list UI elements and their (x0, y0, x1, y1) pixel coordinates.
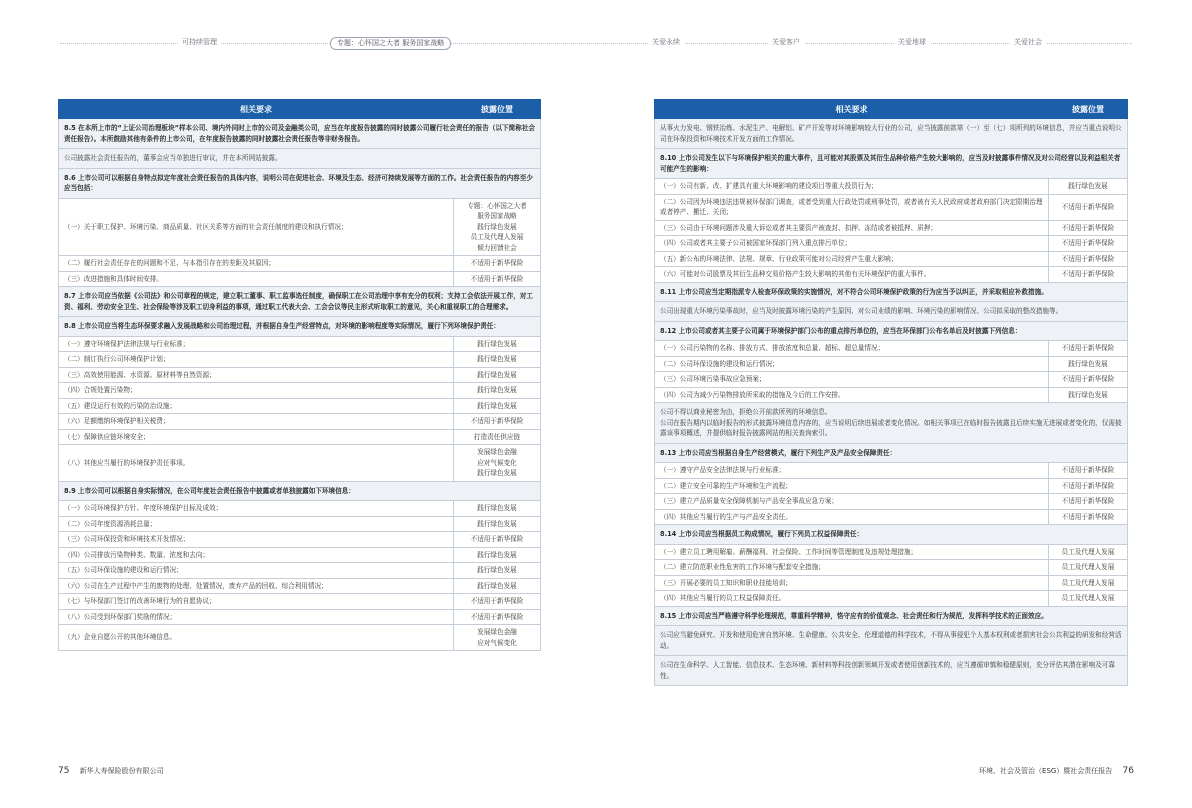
requirement-cell: （三）高效使用能源、水资源、原材料等自然资源； (59, 367, 454, 383)
table-row (655, 544, 1128, 560)
table-row (59, 429, 541, 445)
section-heading-row (655, 525, 1128, 545)
requirement-cell: （一）关于职工保护、环境污染、商品质量、社区关系等方面的社会责任制度的建设和执行情况； (59, 198, 454, 256)
table-row (59, 352, 541, 368)
disclosure-position-cell (1049, 251, 1128, 267)
disclosure-position-cell (454, 429, 541, 445)
table-row (59, 516, 541, 532)
requirement-cell: （四）公司排放污染物种类、数量、浓度和去向； (59, 547, 454, 563)
note-text: 从事火力发电、钢铁冶炼、水泥生产、电解铝、矿产开发等对环境影响较大行业的公司，应当披露前款第（一）至（七）项所列的环境信息，并应当重点说明公司在环保投资和环境技术开发方面的工作情况。 (655, 119, 1128, 149)
section-heading: 8.12 上市公司或者其主要子公司属于环境保护部门公布的重点排污单位的，应当在环保部门公布名单后及时披露下列信息： (655, 321, 1128, 341)
note-text: 公司不得以商业秘密为由，拒绝公开前款所列的环境信息。 公司在报告期内以临时报告的形式披露环境信息内容的，应当说明后续进展或者变化情况。如相关事项已在临时报告披露且后续实施无进展或者变化的，仅需披露该事项概述，并提供临时报告披露网站的相关查询索引。 (655, 403, 1128, 444)
disclosure-position-line: 践行绿色发展 (477, 355, 517, 363)
disclosure-position-line: 践行绿色发展 (477, 401, 517, 410)
requirement-cell: （五）新公布的环境法律、法规、规章、行业政策可能对公司经营产生重大影响； (655, 251, 1049, 267)
disclosure-position-cell (454, 256, 541, 272)
requirement-cell: （三）公司由于环境问题涉及重大诉讼或者其主要资产被查封、扣押、冻结或者被抵押、质押； (655, 220, 1049, 236)
disclosure-position-line: 不适用于新华保险 (1061, 344, 1115, 352)
footer-left (58, 766, 164, 776)
disclosure-position-line: 应对气候变化 (477, 638, 517, 647)
disclosure-position-line: 不适用于新华保险 (1061, 497, 1115, 505)
table-row (59, 578, 541, 594)
section-heading: 8.11 上市公司应当定期指派专人检查环保政策的实施情况，对不符合公司环境保护政策的行为应当予以纠正，并采取相应补救措施。 (655, 282, 1128, 302)
disclosure-position-cell (1049, 544, 1128, 560)
disclosure-position-cell (1049, 372, 1128, 388)
requirement-cell: （一）公司环境保护方针、年度环境保护目标及成效； (59, 501, 454, 517)
disclosure-position-cell (454, 367, 541, 383)
table-row (655, 387, 1128, 403)
disclosure-position-line: 不适用于新华保险 (1061, 223, 1115, 232)
table-row (655, 509, 1128, 525)
requirement-cell: （四）公司为减少污染物排放所采取的措施及今后的工作安排。 (655, 387, 1049, 403)
table-row (59, 383, 541, 399)
table-row (59, 367, 541, 383)
disclosure-position-cell (1049, 494, 1128, 510)
requirement-cell: （六）可能对公司股票及其衍生品种交易价格产生较大影响的其他有关环境保护的重大事件。 (655, 267, 1049, 283)
section-heading-row (59, 481, 541, 501)
disclosure-position-line: 服务国家战略 (477, 212, 517, 220)
disclosure-position-line: 践行绿色发展 (477, 222, 517, 231)
left-table-body (59, 119, 541, 651)
section-heading-row (59, 317, 541, 337)
disclosure-position-line: 发展绿色金融 (477, 448, 517, 456)
disclosure-position-line: 践行绿色发展 (1068, 182, 1108, 190)
requirement-cell: （六）足额缴纳环境保护相关税费； (59, 414, 454, 430)
table-row (655, 591, 1128, 607)
section-heading-row (655, 282, 1128, 302)
disclosure-position-cell (454, 198, 541, 256)
note-text: 公司在生命科学、人工智能、信息技术、生态环境、新材料等科技创新领域开发或者使用创新技术的，应当遵循审慎和稳健原则，充分评估其潜在影响及可靠性。 (655, 656, 1128, 686)
page-number-left: 75 (58, 766, 70, 776)
disclosure-position-cell (1049, 575, 1128, 591)
report-title: 环境、社会及管治（ESG）暨社会责任报告 (979, 767, 1113, 775)
requirement-cell: （九）企业自愿公开的其他环境信息。 (59, 625, 454, 651)
table-row (59, 198, 541, 256)
requirement-cell: （二）履行社会责任存在的问题和不足、与本指引存在的差距及其原因； (59, 256, 454, 272)
table-row (655, 220, 1128, 236)
disclosure-position-line: 员工及代理人发展 (470, 233, 524, 241)
disclosure-position-line: 不适用于新华保险 (470, 612, 524, 621)
nav-item-care-customers[interactable]: 关爱客户 (768, 37, 804, 48)
table-row (59, 563, 541, 579)
table-row (59, 336, 541, 352)
disclosure-position-line: 打造责任供应链 (473, 432, 521, 441)
requirement-cell: （二）建立安全可靠的生产环境和生产流程； (655, 478, 1049, 494)
requirement-cell: （四）其他应当履行的生产与产品安全责任。 (655, 509, 1049, 525)
requirement-cell: （二）建立防范职业性危害的工作环境与配套安全措施； (655, 560, 1049, 576)
left-disclosure-table (58, 99, 541, 651)
section-heading: 8.15 上市公司应当严格遵守科学伦理规范，尊重科学精神，恪守应有的价值观念、社会责任和行为规范，发挥科学技术的正面效应。 (655, 606, 1128, 626)
disclosure-position-line: 不适用于新华保险 (1061, 375, 1115, 383)
disclosure-position-line: 践行绿色发展 (477, 469, 517, 477)
requirement-cell: （五）建设运行有效的污染防治设施； (59, 398, 454, 414)
requirement-cell: （一）遵守产品安全法律法规与行业标准； (655, 463, 1049, 479)
section-heading-row (59, 168, 541, 198)
requirement-cell: （二）公司环保设施的建设和运行情况； (655, 356, 1049, 372)
disclosure-position-line: 员工及代理人发展 (1061, 578, 1115, 587)
disclosure-position-line: 践行绿色发展 (477, 370, 517, 379)
requirement-cell: （二）公司年度资源消耗总量； (59, 516, 454, 532)
disclosure-position-line: 践行绿色发展 (1068, 390, 1108, 399)
disclosure-position-line: 践行绿色发展 (477, 550, 517, 559)
disclosure-position-line: 发展绿色金融 (477, 628, 517, 636)
left-page (58, 99, 540, 651)
disclosure-position-cell (1049, 387, 1128, 403)
disclosure-position-cell (454, 271, 541, 287)
table-row (655, 463, 1128, 479)
header-disclosure-position: 披露位置 (454, 100, 541, 119)
disclosure-position-cell (454, 336, 541, 352)
disclosure-position-cell (454, 352, 541, 368)
requirement-cell: （八）公司受到环保部门奖励的情况； (59, 609, 454, 625)
disclosure-position-cell (454, 414, 541, 430)
header-requirements: 相关要求 (59, 100, 454, 119)
disclosure-position-cell (1049, 220, 1128, 236)
table-row (655, 341, 1128, 357)
disclosure-position-cell (1049, 509, 1128, 525)
disclosure-position-cell (1049, 341, 1128, 357)
requirement-cell: （三）开展必要的员工知识和职业技能培训； (655, 575, 1049, 591)
disclosure-position-line: 践行绿色发展 (477, 386, 517, 394)
requirement-cell: （二）公司因为环境违法违规被环保部门调查，或者受到重大行政处罚或刑事处罚，或者被有关人民政府或者政府部门决定限期治理或者停产、搬迁、关闭； (655, 194, 1049, 220)
section-heading: 8.8 上市公司应当将生态环保要求融入发展战略和公司治理过程，并根据自身生产经营特点，对环境的影响程度等实际情况，履行下列环境保护责任： (59, 317, 541, 337)
table-row (59, 625, 541, 651)
note-row (655, 626, 1128, 656)
disclosure-position-cell (454, 501, 541, 517)
table-row (655, 251, 1128, 267)
note-row (655, 302, 1128, 322)
disclosure-position-cell (1049, 356, 1128, 372)
disclosure-position-cell (454, 594, 541, 610)
requirement-cell: （一）公司污染物的名称、排放方式、排放浓度和总量、超标、超总量情况； (655, 341, 1049, 357)
section-heading: 8.6 上市公司可以根据自身特点拟定年度社会责任报告的具体内容，说明公司在促进社会、环境及生态、经济可持续发展等方面的工作。社会责任报告的内容至少应当包括： (59, 168, 541, 198)
disclosure-position-line: 专题：心怀国之大者 (467, 201, 527, 210)
requirement-cell: （三）公司环保投资和环境技术开发情况； (59, 532, 454, 548)
note-row (655, 656, 1128, 686)
disclosure-position-cell (454, 625, 541, 651)
disclosure-position-line: 不适用于新华保险 (470, 597, 524, 605)
disclosure-position-cell (1049, 194, 1128, 220)
disclosure-position-line: 不适用于新华保险 (1061, 466, 1115, 474)
section-heading: 8.7 上市公司应当依据《公司法》和公司章程的规定，建立职工董事、职工监事选任制度，确保职工在公司治理中享有充分的权利；支持工会依法开展工作，对工资、福利、劳动安全卫生、社会保险等涉及职工切身利益的事项，通过职工代表大会、工会会议等民主形式听取职工的意见，关心和重视职工的合理需求。 (59, 287, 541, 317)
table-row (59, 256, 541, 272)
right-table-body (655, 119, 1128, 686)
table-header-row (59, 100, 541, 119)
section-heading: 8.5 在本所上市的“上证公司治理板块”样本公司、境内外同时上市的公司及金融类公司，应当在年度报告披露的同时披露公司履行社会责任的报告（以下简称社会责任报告）。本所鼓励其他有条件的上市公司，在年度报告披露的同时披露社会责任报告等非财务报告。 (59, 119, 541, 149)
nav-item-care-earth[interactable]: 关爱地球 (894, 37, 930, 48)
nav-item-special-topic[interactable]: 专题：心怀国之大者 服务国家战略 (330, 37, 451, 50)
disclosure-position-cell (1049, 591, 1128, 607)
table-row (655, 575, 1128, 591)
section-heading: 8.9 上市公司可以根据自身实际情况，在公司年度社会责任报告中披露或者单独披露如下环境信息： (59, 481, 541, 501)
disclosure-position-cell (1049, 463, 1128, 479)
requirement-cell: （一）建立员工聘用解雇、薪酬福利、社会保险、工作时间等管理制度及违规处理措施； (655, 544, 1049, 560)
disclosure-position-line: 践行绿色发展 (477, 566, 517, 574)
disclosure-position-line: 不适用于新华保险 (1061, 512, 1115, 521)
nav-item-care-society[interactable]: 关爱社会 (1010, 37, 1046, 48)
table-row (59, 594, 541, 610)
table-row (655, 494, 1128, 510)
requirement-cell: （五）公司环保设施的建设和运行情况； (59, 563, 454, 579)
disclosure-position-cell (454, 383, 541, 399)
disclosure-position-line: 不适用于新华保险 (1061, 202, 1115, 211)
disclosure-position-cell (454, 516, 541, 532)
disclosure-position-line: 不适用于新华保险 (470, 259, 524, 267)
requirement-cell: （一）遵守环境保护法律法规与行业标准； (59, 336, 454, 352)
disclosure-position-line: 不适用于新华保险 (1061, 254, 1115, 263)
requirement-cell: （一）公司有新、改、扩建具有重大环境影响的建设项目等重大投资行为； (655, 179, 1049, 195)
requirement-cell: （三）公司环境污染事故应急预案； (655, 372, 1049, 388)
requirement-cell: （三）改进措施和具体时间安排。 (59, 271, 454, 287)
disclosure-position-line: 倾力回馈社会 (477, 243, 517, 252)
disclosure-position-line: 应对气候变化 (477, 458, 517, 467)
section-heading: 8.13 上市公司应当根据自身生产经营模式，履行下列生产及产品安全保障责任： (655, 443, 1128, 463)
header-requirements: 相关要求 (655, 100, 1049, 119)
note-row (59, 149, 541, 169)
note-text: 公司出现重大环境污染事故时，应当及时披露环境污染的产生原因、对公司业绩的影响、环境污染的影响情况、公司拟采取的整改措施等。 (655, 302, 1128, 322)
table-row (655, 478, 1128, 494)
table-row (59, 547, 541, 563)
requirement-cell: （七）保障供应链环境安全； (59, 429, 454, 445)
disclosure-position-cell (1049, 478, 1128, 494)
right-page (654, 99, 1127, 686)
disclosure-position-line: 不适用于新华保险 (470, 274, 524, 283)
disclosure-position-cell (454, 445, 541, 482)
requirement-cell: （四）合规处置污染物； (59, 383, 454, 399)
disclosure-position-line: 员工及代理人发展 (1061, 547, 1115, 556)
disclosure-position-cell (454, 609, 541, 625)
disclosure-position-cell (454, 563, 541, 579)
table-row (655, 560, 1128, 576)
table-row (59, 271, 541, 287)
section-heading-row (59, 287, 541, 317)
disclosure-position-line: 践行绿色发展 (477, 519, 517, 528)
disclosure-position-line: 员工及代理人发展 (1061, 594, 1115, 602)
disclosure-position-cell (454, 547, 541, 563)
disclosure-position-line: 践行绿色发展 (1068, 359, 1108, 368)
page-number-right: 76 (1122, 766, 1134, 776)
disclosure-position-line: 践行绿色发展 (477, 339, 517, 348)
disclosure-position-line: 不适用于新华保险 (470, 535, 524, 543)
section-heading-row (655, 321, 1128, 341)
table-row (59, 398, 541, 414)
disclosure-position-line: 践行绿色发展 (477, 581, 517, 590)
table-row (655, 356, 1128, 372)
requirement-cell: （七）与环保部门签订的改善环境行为的自愿协议； (59, 594, 454, 610)
nav-item-care-sustainability[interactable]: 关爱永续 (648, 37, 684, 48)
nav-item-sustainable-management[interactable]: 可持续管理 (178, 37, 221, 48)
requirement-cell: （三）建立产品质量安全保障机制与产品安全事故应急方案； (655, 494, 1049, 510)
section-heading: 8.14 上市公司应当根据员工构成情况，履行下列员工权益保障责任： (655, 525, 1128, 545)
section-heading: 8.10 上市公司发生以下与环境保护相关的重大事件，且可能对其股票及其衍生品种价格产生较大影响的，应当及时披露事件情况及对公司经营以及利益相关者可能产生的影响： (655, 149, 1128, 179)
note-row (655, 119, 1128, 149)
note-row (655, 403, 1128, 444)
disclosure-position-line: 不适用于新华保险 (1061, 481, 1115, 490)
disclosure-position-cell (1049, 267, 1128, 283)
disclosure-position-cell (1049, 179, 1128, 195)
section-heading-row (59, 119, 541, 149)
section-heading-row (655, 443, 1128, 463)
disclosure-position-cell (1049, 236, 1128, 252)
table-row (655, 179, 1128, 195)
table-row (59, 445, 541, 482)
disclosure-position-line: 员工及代理人发展 (1061, 563, 1115, 571)
company-name: 新华人寿保险股份有限公司 (79, 767, 164, 775)
disclosure-position-cell (454, 578, 541, 594)
requirement-cell: （四）其他应当履行的员工权益保障责任。 (655, 591, 1049, 607)
section-heading-row (655, 606, 1128, 626)
section-heading-row (655, 149, 1128, 179)
table-row (655, 267, 1128, 283)
note-text: 公司应当避免研究、开发和使用危害自然环境、生命健康、公共安全、伦理道德的科学技术，不得从事侵犯个人基本权利或者损害社会公共利益的研发和经营活动。 (655, 626, 1128, 656)
disclosure-position-line: 不适用于新华保险 (1061, 270, 1115, 278)
table-row (655, 236, 1128, 252)
right-disclosure-table (654, 99, 1128, 686)
note-text: 公司披露社会责任报告的，董事会应当单独进行审议，并在本所网站披露。 (59, 149, 541, 169)
table-row (59, 414, 541, 430)
requirement-cell: （四）公司或者其主要子公司被国家环保部门列入重点排污单位； (655, 236, 1049, 252)
header-disclosure-position: 披露位置 (1049, 100, 1128, 119)
requirement-cell: （二）制订执行公司环境保护计划； (59, 352, 454, 368)
requirement-cell: （八）其他应当履行的环境保护责任事项。 (59, 445, 454, 482)
table-row (59, 532, 541, 548)
disclosure-position-cell (1049, 560, 1128, 576)
footer-right (979, 766, 1134, 776)
disclosure-position-line: 不适用于新华保险 (1061, 239, 1115, 247)
table-row (655, 194, 1128, 220)
top-navigation (0, 0, 1192, 60)
disclosure-position-cell (454, 398, 541, 414)
table-row (655, 372, 1128, 388)
table-row (59, 501, 541, 517)
disclosure-position-line: 践行绿色发展 (477, 504, 517, 512)
table-header-row (655, 100, 1128, 119)
requirement-cell: （六）公司在生产过程中产生的废物的处理、处置情况，废弃产品的回收、综合利用情况； (59, 578, 454, 594)
disclosure-position-cell (454, 532, 541, 548)
table-row (59, 609, 541, 625)
disclosure-position-line: 不适用于新华保险 (470, 417, 524, 425)
